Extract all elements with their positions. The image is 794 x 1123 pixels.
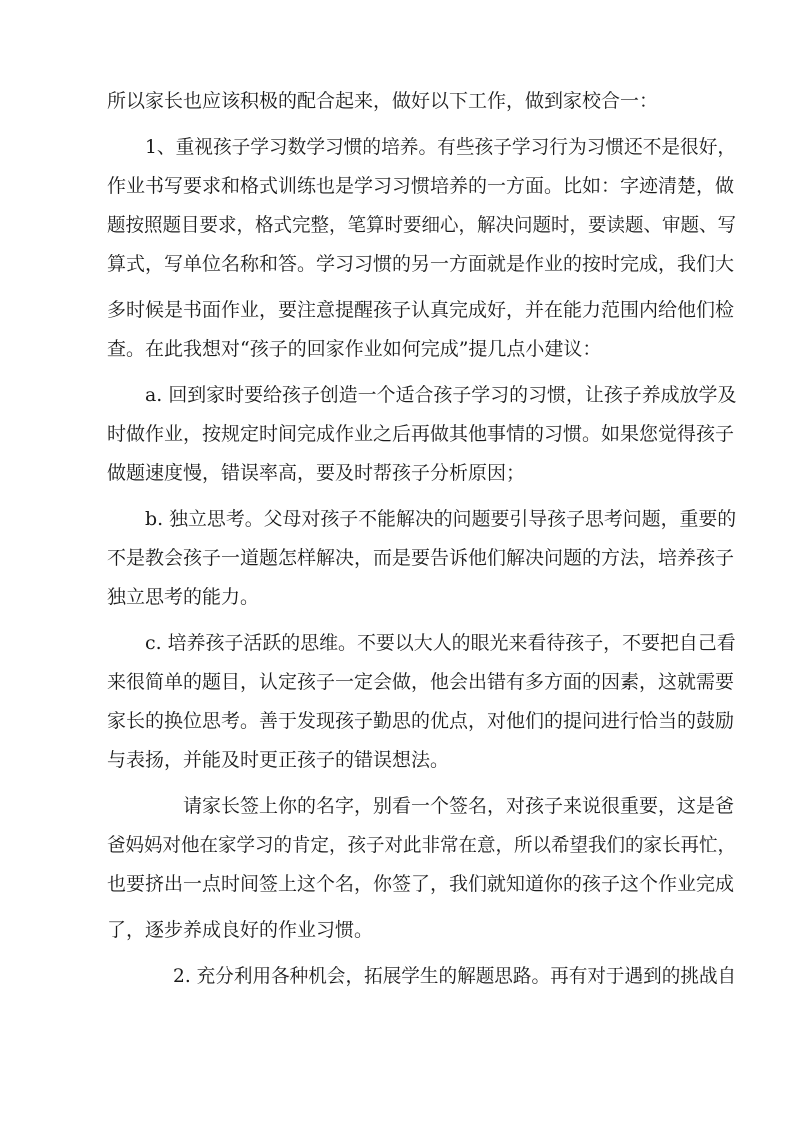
text-line: b. 独立思考。父母对孩子不能解决的问题要引导孩子思考问题，重要的 [145, 508, 737, 530]
text-line: 所以家长也应该积极的配合起来，做好以下工作，做到家校合一： [107, 90, 659, 112]
text-line: 算式，写单位名称和答。学习习惯的另一方面就是作业的按时完成，我们大 [107, 253, 735, 275]
text-line: 时做作业，按规定时间完成作业之后再做其他事情的习惯。如果您觉得孩子 [107, 423, 735, 445]
text-line: 爸妈妈对他在家学习的肯定，孩子对此非常在意，所以希望我们的家长再忙， [107, 834, 737, 856]
text-line: 2. 充分利用各种机会，拓展学生的解题思路。再有对于遇到的挑战自 [173, 965, 737, 987]
text-line: 查。在此我想对“孩子的回家作业如何完成”提几点小建议： [107, 338, 602, 360]
text-line: 家长的换位思考。善于发现孩子勤思的优点，对他们的提问进行恰当的鼓励 [107, 710, 735, 732]
text-line: 请家长签上你的名字，别看一个签名，对孩子来说很重要，这是爸 [183, 795, 735, 817]
text-line: 也要挤出一点时间签上这个名，你签了，我们就知道你的孩子这个作业完成 [107, 873, 735, 895]
text-line: a. 回到家时要给孩子创造一个适合孩子学习的习惯，让孩子养成放学及 [145, 384, 737, 406]
text-line: 作业书写要求和格式训练也是学习习惯培养的一方面。比如：字迹清楚，做 [107, 175, 735, 197]
text-line: 1、重视孩子学习数学习惯的培养。有些孩子学习行为习惯还不是很好， [145, 136, 737, 158]
text-line: c. 培养孩子活跃的思维。不要以大人的眼光来看待孩子，不要把自己看 [145, 632, 736, 654]
text-line: 不是教会孩子一道题怎样解决，而是要告诉他们解决问题的方法，培养孩子 [107, 547, 735, 569]
text-line: 与表扬，并能及时更正孩子的错误想法。 [107, 749, 450, 771]
text-line: 来很简单的题目，认定孩子一定会做，他会出错有多方面的因素，这就需要 [107, 671, 735, 693]
text-line: 了，逐步养成良好的作业习惯。 [107, 919, 374, 941]
text-line: 独立思考的能力。 [107, 586, 260, 608]
text-line: 题按照题目要求，格式完整，笔算时要细心，解决问题时，要读题、审题、写 [107, 214, 737, 236]
text-line: 做题速度慢，错误率高，要及时帮孩子分析原因； [107, 462, 526, 484]
text-line: 多时候是书面作业，要注意提醒孩子认真完成好，并在能力范围内给他们检 [107, 299, 735, 321]
